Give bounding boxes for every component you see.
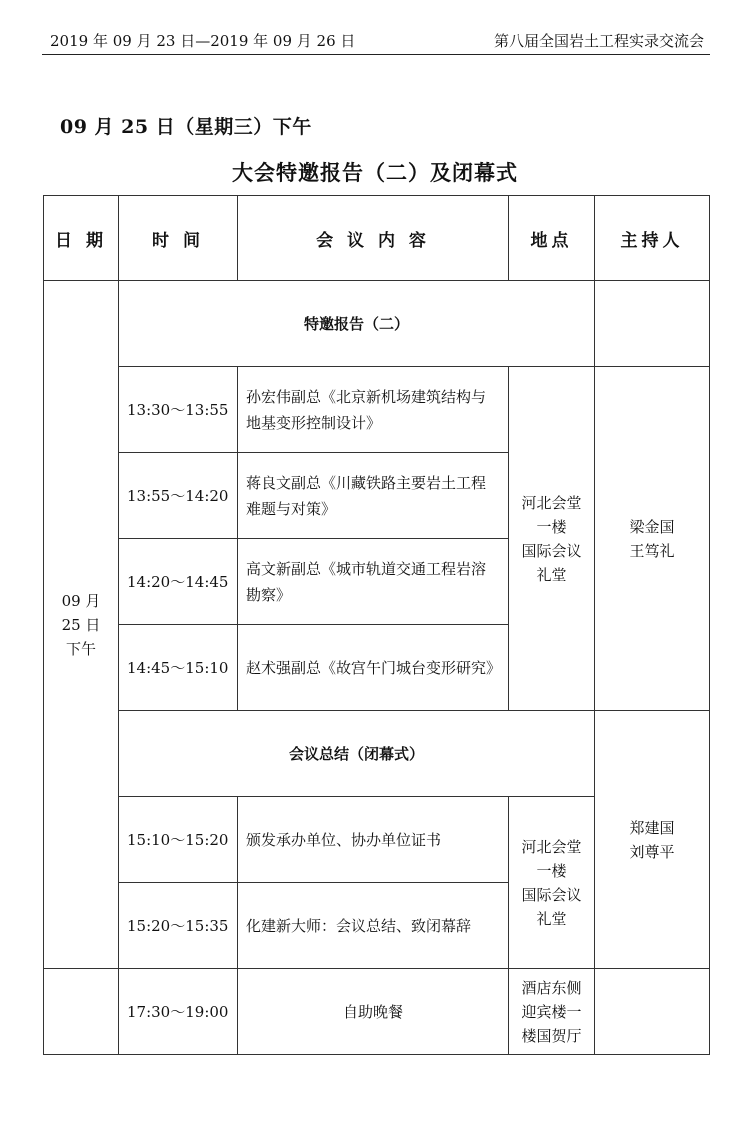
location-line: 河北会堂 bbox=[521, 837, 582, 856]
location-line: 一楼 bbox=[536, 861, 567, 880]
dinner-date-empty bbox=[44, 969, 119, 1055]
header-row bbox=[44, 196, 710, 281]
item-time: 15:10～15:20 bbox=[119, 797, 238, 883]
host-name: 刘尊平 bbox=[629, 842, 675, 861]
col-location: 地点 bbox=[509, 196, 595, 281]
item-time: 15:20～15:35 bbox=[119, 883, 238, 969]
date-period: 下午 bbox=[65, 639, 96, 658]
item-time: 14:20～14:45 bbox=[119, 539, 238, 625]
date-day: 25 日 bbox=[61, 615, 101, 634]
item-content: 赵术强副总《故宫午门城台变形研究》 bbox=[238, 625, 509, 711]
location-line: 河北会堂 bbox=[521, 493, 582, 512]
location-line: 国际会议 bbox=[521, 885, 582, 904]
location-line: 酒店东侧 bbox=[521, 978, 582, 997]
item-time: 13:30～13:55 bbox=[119, 367, 238, 453]
host-name: 王笃礼 bbox=[629, 541, 675, 560]
host-name: 梁金国 bbox=[629, 517, 675, 536]
item-time: 13:55～14:20 bbox=[119, 453, 238, 539]
location-line: 国际会议 bbox=[521, 541, 582, 560]
table-row bbox=[44, 367, 710, 453]
header-date-range: 2019 年 09 月 23 日—2019 年 09 月 26 日 bbox=[50, 32, 356, 50]
location-line: 礼堂 bbox=[536, 909, 567, 928]
host-name: 郑建国 bbox=[629, 818, 675, 837]
dinner-location bbox=[509, 969, 595, 1055]
item-content: 蒋良文副总《川藏铁路主要岩土工程难题与对策》 bbox=[238, 453, 509, 539]
section2-hosts bbox=[595, 711, 710, 969]
location-line: 一楼 bbox=[536, 517, 567, 536]
header-conference-name: 第八届全国岩土工程实录交流会 bbox=[493, 32, 704, 50]
section1-hosts bbox=[595, 367, 710, 711]
section2-row bbox=[44, 711, 710, 797]
section1-location bbox=[509, 367, 595, 711]
page-header bbox=[42, 24, 710, 55]
col-host: 主持人 bbox=[595, 196, 710, 281]
item-content: 化建新大师：会议总结、致闭幕辞 bbox=[238, 883, 509, 969]
dinner-host-empty bbox=[595, 969, 710, 1055]
item-time: 14:45～15:10 bbox=[119, 625, 238, 711]
item-content: 颁发承办单位、协办单位证书 bbox=[238, 797, 509, 883]
section1-host-empty bbox=[595, 281, 710, 367]
schedule-table bbox=[43, 195, 710, 1055]
date-cell bbox=[44, 281, 119, 969]
session-heading: 09 月 25 日（星期三）下午 bbox=[60, 116, 312, 138]
col-date: 日 期 bbox=[44, 196, 119, 281]
table-title: 大会特邀报告（二）及闭幕式 bbox=[232, 160, 518, 185]
dinner-content: 自助晚餐 bbox=[238, 969, 509, 1055]
section2-location bbox=[509, 797, 595, 969]
location-line: 楼国贺厅 bbox=[521, 1026, 582, 1045]
location-line: 迎宾楼一 bbox=[521, 1002, 582, 1021]
col-content: 会 议 内 容 bbox=[238, 196, 509, 281]
date-month: 09 月 bbox=[61, 591, 101, 610]
section2-title: 会议总结（闭幕式） bbox=[119, 711, 595, 797]
section1-title: 特邀报告（二） bbox=[119, 281, 595, 367]
item-content: 孙宏伟副总《北京新机场建筑结构与地基变形控制设计》 bbox=[238, 367, 509, 453]
item-content: 高文新副总《城市轨道交通工程岩溶勘察》 bbox=[238, 539, 509, 625]
col-time: 时 间 bbox=[119, 196, 238, 281]
location-line: 礼堂 bbox=[536, 565, 567, 584]
section1-row bbox=[44, 281, 710, 367]
dinner-time: 17:30～19:00 bbox=[119, 969, 238, 1055]
dinner-row bbox=[44, 969, 710, 1055]
